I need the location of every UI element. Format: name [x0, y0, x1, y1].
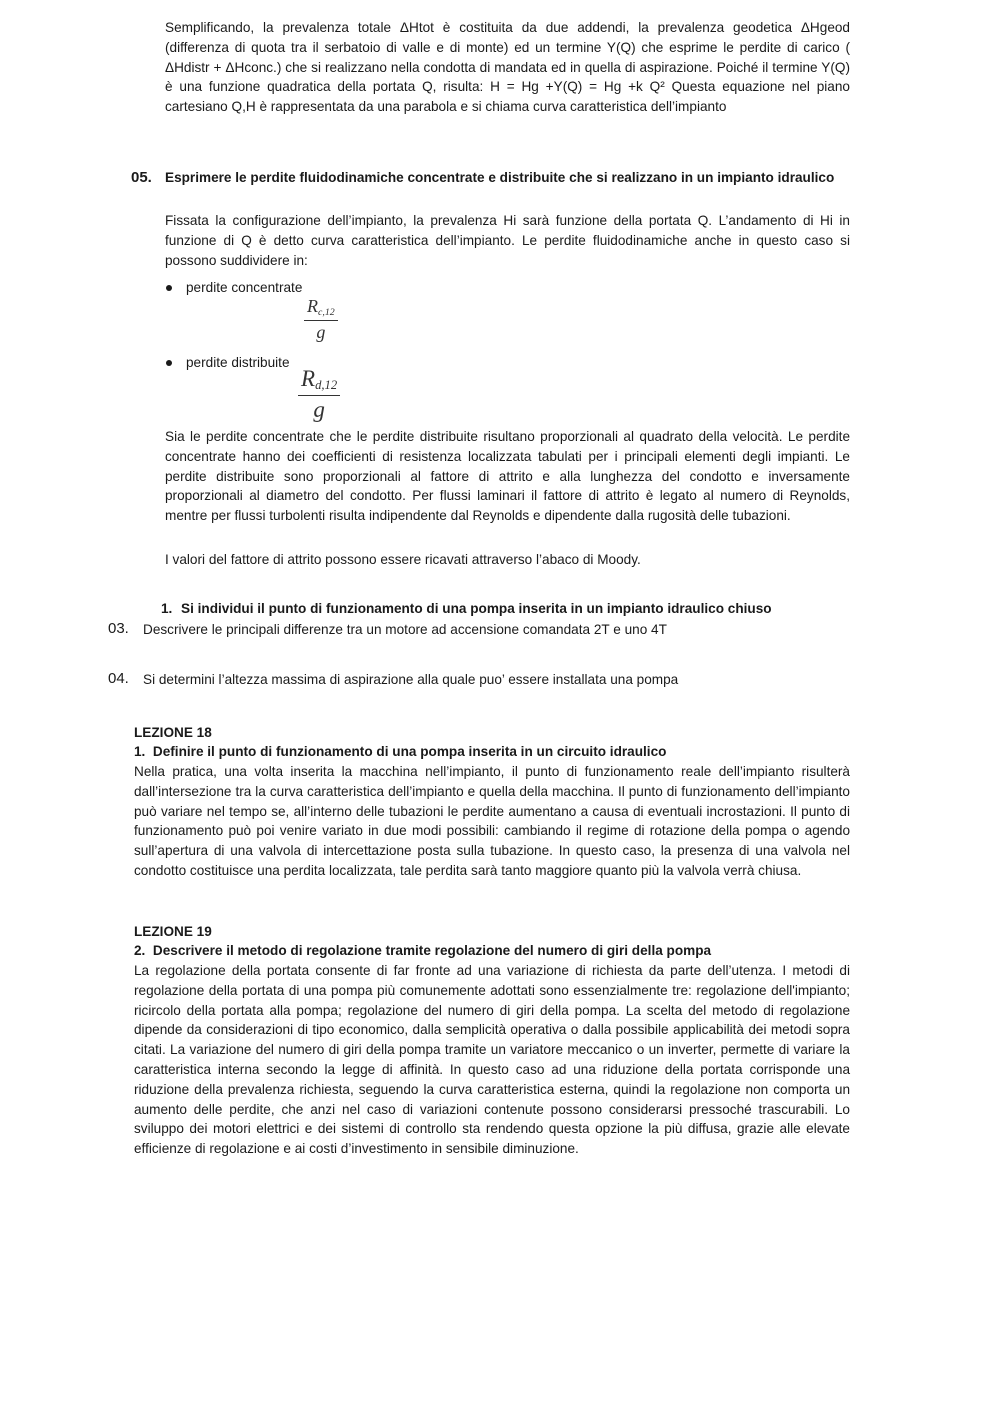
question-05-paragraph-2: Sia le perdite concentrate che le perdite distribuite risultano proporzionali al quadrato della velocità. Le perdite concentrate hanno dei coefficienti di resistenza localizzata tabulati per i principali elementi degli impianti. Le perdite distribuite sono proporzionali al fattore di attrito e alla lunghezza del condotto e inversamente proporzionali al diametro del condotto. Per flussi laminari il fattore di attrito è legato al numero di Reynolds, mentre per flussi turbolenti risulta indipendente dal Reynolds e dipendente dalla rugosità delle tubazioni.	[165, 429, 850, 524]
bullet-perdite-distribuite: perdite distribuite	[186, 355, 290, 370]
formula-distribuite: $\frac{R_{d,12}}{g}$	[298, 366, 340, 423]
lezione-19-question: 2. Descrivere il metodo di regolazione tramite regolazione del numero di giri della pompa	[134, 943, 712, 958]
bullet-dot	[166, 285, 172, 291]
question-05-number: 05.	[131, 169, 152, 186]
lezione-19-heading: LEZIONE 19	[134, 924, 212, 939]
question-1-title: Si individui il punto di funzionamento di una pompa inserita in un impianto idraulico chiuso	[181, 601, 772, 616]
question-05-paragraph-3: I valori del fattore di attrito possono essere ricavati attraverso l’abaco di Moody.	[165, 552, 641, 567]
question-03-number: 03.	[108, 620, 129, 637]
lezione-19-answer: La regolazione della portata consente di far fronte ad una variazione di richiesta da parte dell’utenza. I metodi di regolazione della portata di una pompa più comunemente adottati sono essenzialmente tre: regolazione dell'impianto; ricircolo della portata alla pompa; regolazione del numero di giri della pompa. La scelta del metodo di regolazione dipende da considerazioni di tipo economico, dalla semplicità operativa o dalla possibile applicabilità dei metodi sopra citati. La variazione del numero di giri della pompa tramite un variatore meccanico o un inverter, permette di variare la caratteristica interna secondo la legge di affinità. In questo caso ad una riduzione della portata corrisponde una riduzione della prevalenza richiesta, seguendo la curva caratteristica esterna, quindi la regolazione non comporta un aumento delle perdite, che anzi nel caso di variazioni contenute possono considerarsi pressoché trascurabili. Lo sviluppo dei motori elettrici e dei sistemi di controllo sta rendendo questa opzione la più diffusa, grazie alle elevate efficienze di regolazione e ai costi d’investimento in sensibile diminuzione.	[134, 963, 850, 1157]
bullet-perdite-concentrate: perdite concentrate	[186, 280, 303, 295]
question-05-title: Esprimere le perdite fluidodinamiche concentrate e distribuite che si realizzano in un impianto idraulico	[165, 170, 835, 185]
question-1-number: 1.	[161, 601, 173, 616]
question-04-title: Si determini l’altezza massima di aspirazione alla quale puo’ essere installata una pompa	[143, 672, 679, 687]
intro-paragraph: Semplificando, la prevalenza totale ΔHtot è costituita da due addendi, la prevalenza geodetica ΔHgeod (differenza di quota tra il serbatoio di valle e di monte) ed un termine Y(Q) che esprime le perdite di carico ( ΔHdistr + ΔHconc.) che si realizzano nella condotta di mandata ed in quella di aspirazione. Poiché il termine Y(Q) è una funzione quadratica della portata Q, risulta: H = Hg +Y(Q) = Hg +k Q² Questa equazione nel piano cartesiano Q,H è rappresentata da una parabola e si chiama curva caratteristica dell’impianto	[165, 20, 850, 115]
question-03-title: Descrivere le principali differenze tra un motore ad accensione comandata 2T e uno 4T	[143, 622, 667, 637]
lezione-18-answer: Nella pratica, una volta inserita la macchina nell’impianto, il punto di funzionamento reale dell’impianto risulterà dall’intersezione tra la curva caratteristica dell’impianto e quella della macchina. Il punto di funzionamento dell’impianto può variare nel tempo se, all’interno delle tubazioni le perdite aumentano a causa di eventuali incrostazioni. Il punto di funzionamento può poi venire variato in due modi possibili: cambiando il regime di rotazione della pompa o agendo sull’apertura di una valvola di intercettazione posta sulla tubazione. In questo caso, la presenza di una valvola nel condotto costituisce una perdita localizzata, tale perdita sarà tanto maggiore quanto più la valvola verrà chiusa.	[134, 764, 850, 878]
question-04-number: 04.	[108, 670, 129, 687]
bullet-dot	[166, 360, 172, 366]
formula-concentrate: $\frac{R_{c,12}}{g}$	[304, 296, 338, 343]
question-05-paragraph-1: Fissata la configurazione dell’impianto, la prevalenza Hi sarà funzione della portata Q. L’andamento di Hi in funzione di Q è detto curva caratteristica dell’impianto. Le perdite fluidodinamiche anche in questo caso si possono suddividere in:	[165, 213, 850, 268]
lezione-18-question: 1. Definire il punto di funzionamento di una pompa inserita in un circuito idraulico	[134, 744, 667, 759]
lezione-18-heading: LEZIONE 18	[134, 725, 212, 740]
